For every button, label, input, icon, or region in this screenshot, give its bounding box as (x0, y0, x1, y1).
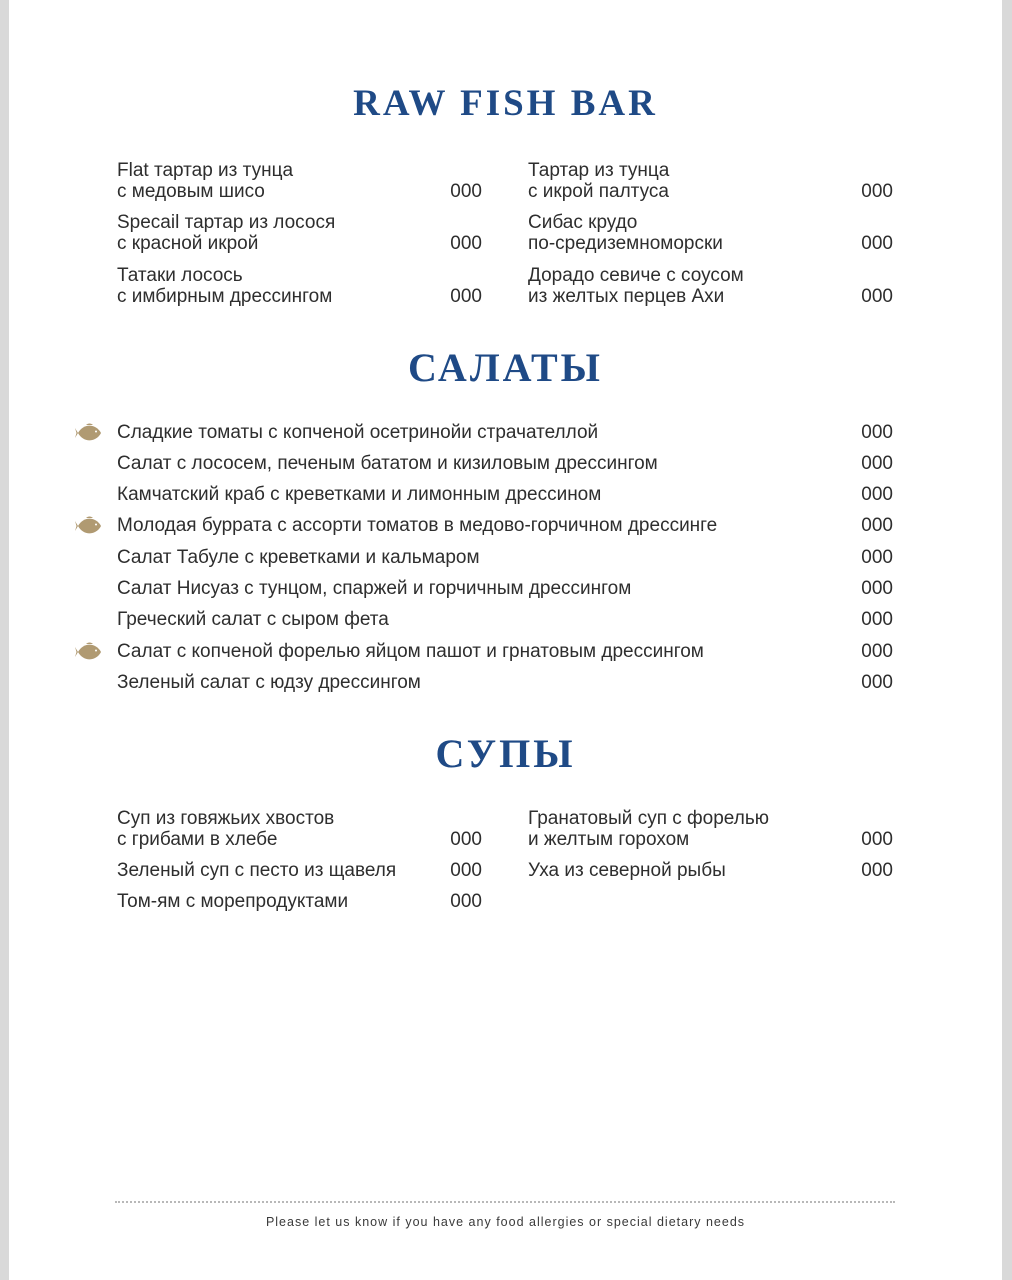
menu-item-price: 000 (450, 286, 482, 307)
footer-divider (115, 1201, 895, 1203)
salad-row (117, 640, 893, 664)
menu-item (117, 160, 293, 202)
salad-price: 000 (861, 672, 893, 693)
menu-item-name: Зеленый суп с песто из щавеля (117, 860, 397, 881)
menu-item-name: Дорадо севиче с соусом из желтых перцев Ахи (528, 265, 744, 307)
salad-row (117, 546, 893, 570)
salad-price: 000 (861, 484, 893, 505)
menu-item-name: Уха из северной рыбы (528, 860, 726, 881)
menu-page (9, 0, 1002, 1280)
menu-item-price: 000 (861, 286, 893, 307)
fish-icon (75, 642, 103, 662)
menu-item-price: 000 (450, 181, 482, 202)
menu-item-price: 000 (861, 829, 893, 850)
menu-item-name: Том-ям с морепродуктами (117, 891, 349, 912)
salad-price: 000 (861, 453, 893, 474)
salad-name: Греческий салат с сыром фета (117, 609, 389, 630)
salad-row (117, 671, 893, 695)
menu-item-name: Суп из говяжьих хвостов с грибами в хлебе (117, 808, 335, 850)
salad-row (117, 421, 893, 445)
salad-row (117, 608, 893, 632)
menu-item (528, 160, 669, 202)
menu-item-price: 000 (861, 233, 893, 254)
salad-name: Салат Табуле с креветками и кальмаром (117, 547, 480, 568)
menu-item (528, 808, 769, 850)
menu-item-name: Сибас крудо по-средиземноморски (528, 212, 723, 254)
salad-name: Салат с копченой форелью яйцом пашот и грнатовым дрессингом (117, 641, 704, 662)
section-title-raw-fish-bar: RAW FISH BAR (353, 83, 658, 124)
menu-item-price: 000 (450, 891, 482, 912)
salad-price: 000 (861, 422, 893, 443)
menu-item-price: 000 (861, 860, 893, 881)
salad-price: 000 (861, 641, 893, 662)
salad-name: Салат Нисуаз с тунцом, спаржей и горчичным дрессингом (117, 578, 632, 599)
menu-item-price: 000 (450, 233, 482, 254)
menu-item-price: 000 (450, 860, 482, 881)
menu-item (528, 212, 723, 254)
salad-name: Салат с лососем, печеным бататом и кизиловым дрессингом (117, 453, 658, 474)
menu-item (117, 860, 396, 881)
salad-row (117, 514, 893, 538)
menu-item (528, 265, 744, 307)
menu-item-name: Татаки лосось с имбирным дрессингом (117, 265, 333, 307)
menu-item-name: Flat тартар из тунца с медовым шисо (117, 160, 294, 202)
salad-name: Камчатский краб с креветками и лимонным дрессином (117, 484, 602, 505)
salad-price: 000 (861, 515, 893, 536)
menu-item-name: Гранатовый суп с форелью и желтым горохом (528, 808, 769, 850)
menu-item (117, 212, 335, 254)
menu-item (117, 808, 334, 850)
section-title-salads: САЛАТЫ (408, 345, 603, 390)
menu-item (117, 891, 348, 912)
menu-item (117, 265, 332, 307)
salad-price: 000 (861, 578, 893, 599)
salad-row (117, 483, 893, 507)
salad-name: Сладкие томаты с копченой осетринойи страчателлой (117, 422, 599, 443)
menu-item-price: 000 (861, 181, 893, 202)
menu-item-name: Specail тартар из лосося с красной икрой (117, 212, 336, 254)
menu-item (528, 860, 726, 881)
salad-row (117, 452, 893, 476)
salad-price: 000 (861, 609, 893, 630)
fish-icon (75, 423, 103, 443)
menu-item-name: Тартар из тунца с икрой палтуса (528, 160, 670, 202)
menu-item-price: 000 (450, 829, 482, 850)
section-title-soups: СУПЫ (435, 731, 576, 776)
salad-price: 000 (861, 547, 893, 568)
fish-icon (75, 516, 103, 536)
salad-row (117, 577, 893, 601)
salad-name: Зеленый салат с юдзу дрессингом (117, 672, 421, 693)
footer-note: Please let us know if you have any food allergies or special dietary needs (265, 1215, 746, 1229)
salad-name: Молодая буррата с ассорти томатов в медово-горчичном дрессинге (117, 515, 718, 536)
